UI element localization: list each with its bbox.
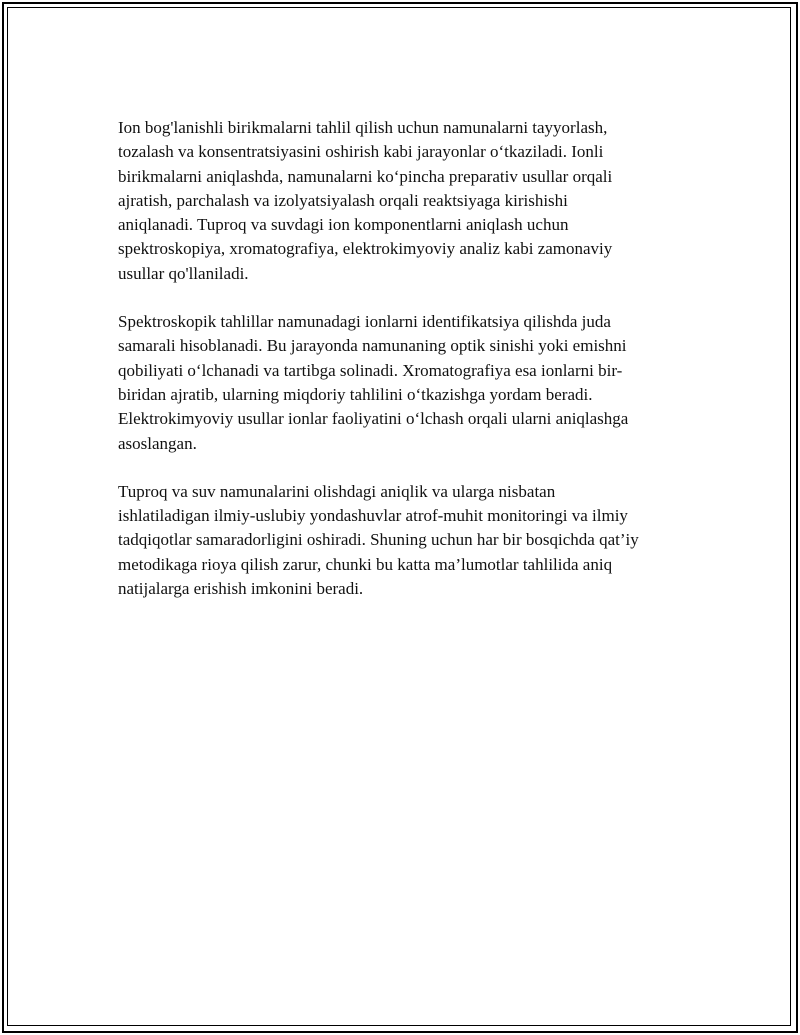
paragraph-line: spektroskopiya, xromatografiya, elektrokimyoviy analiz kabi zamonaviy (118, 239, 613, 259)
paragraph-line: ishlatiladigan ilmiy-uslubiy yondashuvlar atrof-muhit monitoringi va ilmiy (118, 506, 628, 526)
paragraph-line: Spektroskopik tahlillar namunadagi ionlarni identifikatsiya qilishda juda (118, 312, 611, 332)
paragraph-line: qobiliyati o‘lchanadi va tartibga solinadi. Xromatografiya esa ionlarni bir- (118, 360, 623, 380)
paragraph-2 (118, 310, 688, 456)
paragraph-line: asoslangan. (118, 433, 197, 453)
paragraph-line: aniqlanadi. Tuproq va suvdagi ion komponentlarni aniqlash uchun (118, 215, 569, 235)
document-body (118, 116, 688, 625)
paragraph-line: biridan ajratib, ularning miqdoriy tahlilini o‘tkazishga yordam beradi. (118, 384, 593, 404)
paragraph-line: samarali hisoblanadi. Bu jarayonda namunaning optik sinishi yoki emishni (118, 336, 627, 356)
paragraph-line: Ion bog'lanishli birikmalarni tahlil qilish uchun namunalarni tayyorlash, (118, 118, 608, 137)
paragraph-line: tadqiqotlar samaradorligini oshiradi. Shuning uchun har bir bosqichda qat’iy (118, 530, 639, 550)
paragraph-line: metodikaga rioya qilish zarur, chunki bu katta ma’lumotlar tahlilida aniq (118, 554, 613, 574)
paragraph-3 (118, 480, 688, 601)
paragraph-line: usullar qo'llaniladi. (118, 263, 249, 283)
paragraph-1 (118, 116, 688, 286)
paragraph-line: birikmalarni aniqlashda, namunalarni ko‘pincha preparativ usullar orqali (118, 166, 613, 186)
paragraph-line: natijalarga erishish imkonini beradi. (118, 579, 364, 599)
paragraph-line: tozalash va konsentratsiyasini oshirish kabi jarayonlar o‘tkaziladi. Ionli (118, 142, 604, 162)
paragraph-line: Elektrokimyoviy usullar ionlar faoliyatini o‘lchash orqali ularni aniqlashga (118, 409, 629, 429)
paragraph-line: Tuproq va suv namunalarini olishdagi aniqlik va ularga nisbatan (118, 481, 556, 501)
paragraph-line: ajratish, parchalash va izolyatsiyalash orqali reaktsiyaga kirishishi (118, 190, 568, 210)
